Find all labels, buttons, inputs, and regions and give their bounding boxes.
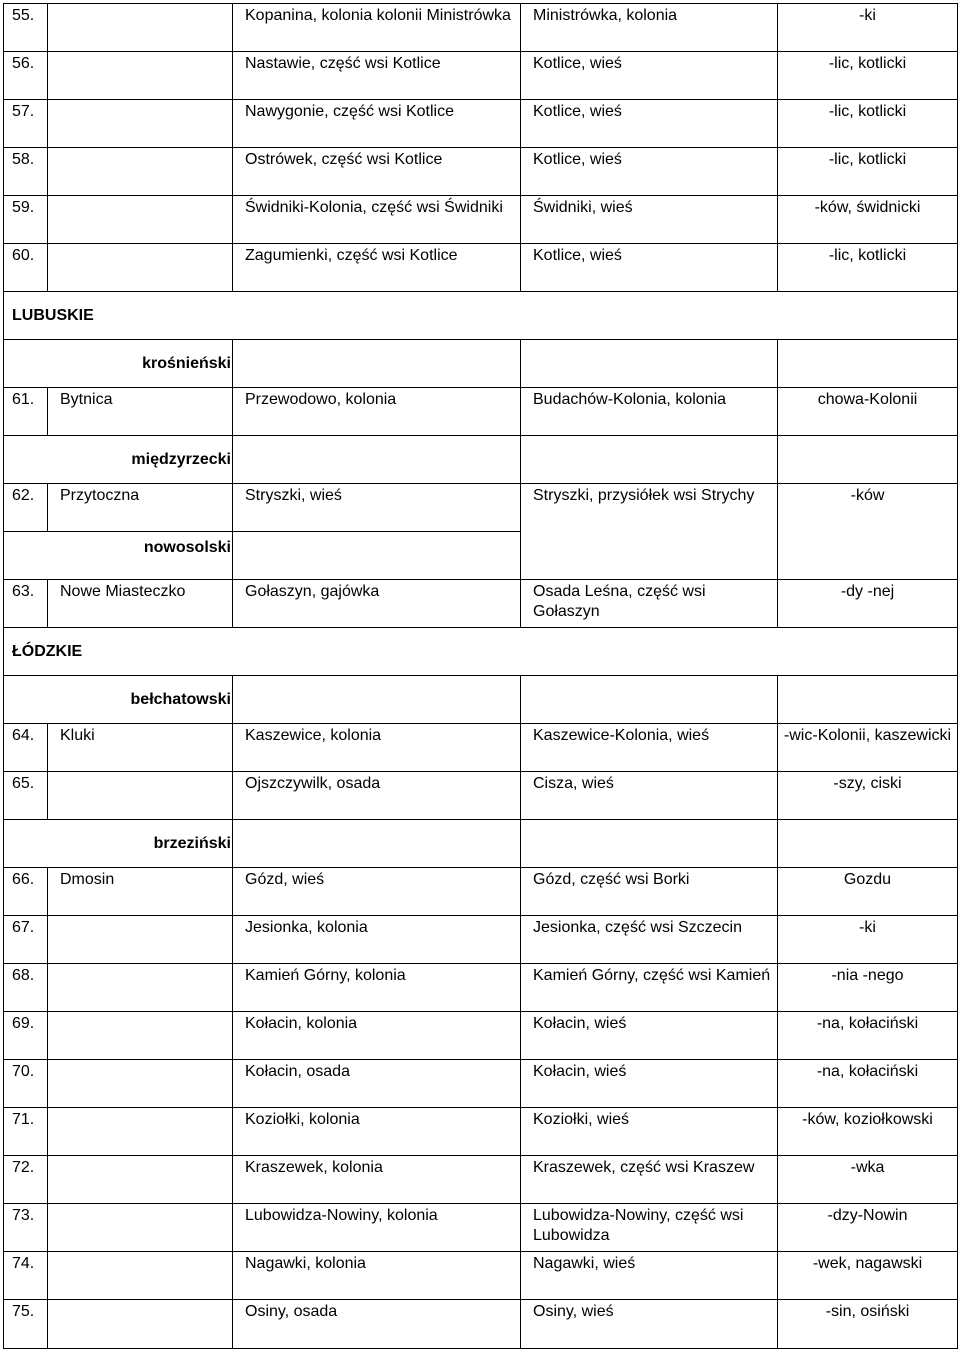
table-row-9-suffix xyxy=(777,723,958,772)
table-row-10-parent xyxy=(520,771,778,820)
table-row-16-gmina xyxy=(47,1107,233,1156)
table-row-11-name xyxy=(232,867,521,916)
table-row-11-name-text: Gózd, wieś xyxy=(245,871,325,888)
table-row-13-name-text: Kamień Górny, kolonia xyxy=(245,967,406,984)
table-row-19-no xyxy=(3,1251,48,1300)
table-row-18-no-text: 73. xyxy=(12,1207,35,1224)
table-row-4-name-text: Świdniki-Kolonia, część wsi Świdniki xyxy=(245,199,503,216)
table-row-18-suffix-text: -dzy-Nowin xyxy=(827,1207,908,1224)
table-row-5-name xyxy=(232,243,521,292)
table-row-14-suffix xyxy=(777,1011,958,1060)
table-row-2-no-text: 57. xyxy=(12,103,35,120)
table-row-17-parent xyxy=(520,1155,778,1204)
table-row-1-suffix-text: -lic, kotlicki xyxy=(828,55,907,72)
table-row-16-suffix-text: -ków, koziołkowski xyxy=(802,1111,933,1128)
table-row-12-parent-text: Jesionka, część wsi Szczecin xyxy=(533,919,742,936)
table-row-13-parent xyxy=(520,963,778,1012)
table-row-6-gmina xyxy=(47,387,233,436)
table-row-0-gmina-text xyxy=(60,4,227,6)
table-row-14-name xyxy=(232,1011,521,1060)
table-row-18-parent-text: Lubowidza-Nowiny, część wsi Lubowidza xyxy=(533,1207,744,1244)
table-row-15-no-text: 70. xyxy=(12,1063,35,1080)
county-header xyxy=(3,675,233,724)
table-row-11-no xyxy=(3,867,48,916)
table-row-20-name xyxy=(232,1299,521,1349)
table-row-17-suffix-text: -wka xyxy=(850,1159,885,1176)
table-row-6-no-text: 61. xyxy=(12,391,35,408)
table-row-0-no-text: 55. xyxy=(12,7,35,24)
table-row-6-gmina-text: Bytnica xyxy=(60,391,113,408)
table-row-0-gmina xyxy=(47,3,233,52)
table-row-15-name-text: Kołacin, osada xyxy=(245,1063,350,1080)
table-row-19-name xyxy=(232,1251,521,1300)
county-header-spacer xyxy=(777,819,958,868)
county-header-spacer xyxy=(232,339,521,388)
table-row-20-parent-text: Osiny, wieś xyxy=(533,1303,614,1320)
table-row-1-gmina xyxy=(47,51,233,100)
table-row-7-gmina xyxy=(47,483,233,532)
table-row-1-gmina-text xyxy=(60,52,227,54)
county-header-text: bełchatowski xyxy=(130,691,231,708)
table-row-10-name xyxy=(232,771,521,820)
table-row-11-gmina xyxy=(47,867,233,916)
table-row-1-parent xyxy=(520,51,778,100)
county-header-text: brzeziński xyxy=(153,835,231,852)
table-row-5-no xyxy=(3,243,48,292)
table-row-5-parent xyxy=(520,243,778,292)
table-row-16-no-text: 71. xyxy=(12,1111,35,1128)
table-row-16-gmina-text xyxy=(60,1108,227,1110)
table-row-2-gmina-text xyxy=(60,100,227,102)
table-row-0-suffix-text: -ki xyxy=(859,7,876,24)
county-header xyxy=(3,819,233,868)
table-row-0-name xyxy=(232,3,521,52)
table-row-7-gmina-text: Przytoczna xyxy=(60,487,140,504)
table-row-10-parent-text: Cisza, wieś xyxy=(533,775,614,792)
county-header-spacer xyxy=(777,339,958,388)
table-row-1-name-text: Nastawie, część wsi Kotlice xyxy=(245,55,441,72)
table-row-12-parent xyxy=(520,915,778,964)
table-row-20-suffix xyxy=(777,1299,958,1349)
table-row-9-gmina-text: Kluki xyxy=(60,727,95,744)
table-row-9-parent-text: Kaszewice-Kolonia, wieś xyxy=(533,727,710,744)
table-row-7-no-text: 62. xyxy=(12,487,35,504)
table-row-12-suffix xyxy=(777,915,958,964)
table-row-20-gmina xyxy=(47,1299,233,1349)
table-row-19-parent-text: Nagawki, wieś xyxy=(533,1255,636,1272)
table-row-13-suffix xyxy=(777,963,958,1012)
table-row-8-suffix xyxy=(777,579,958,628)
table-row-16-suffix xyxy=(777,1107,958,1156)
table-row-8-parent xyxy=(520,579,778,628)
table-row-4-gmina xyxy=(47,195,233,244)
county-header-spacer xyxy=(777,675,958,724)
table-row-2-suffix xyxy=(777,99,958,148)
table-row-19-suffix-text: -wek, nagawski xyxy=(812,1255,923,1272)
table-row-4-parent-text: Świdniki, wieś xyxy=(533,199,633,216)
table-row-11-parent-text: Gózd, część wsi Borki xyxy=(533,871,690,888)
table-row-4-suffix-text: -ków, świdnicki xyxy=(814,199,921,216)
county-header-spacer xyxy=(232,675,521,724)
table-row-17-parent-text: Kraszewek, część wsi Kraszew xyxy=(533,1159,755,1176)
table-row-15-suffix-text: -na, kołaciński xyxy=(816,1063,919,1080)
table-row-2-gmina xyxy=(47,99,233,148)
table-row-20-no xyxy=(3,1299,48,1349)
voivodeship-header-text: ŁÓDZKIE xyxy=(12,643,83,660)
table-row-3-name-text: Ostrówek, część wsi Kotlice xyxy=(245,151,443,168)
table-row-20-suffix-text: -sin, osiński xyxy=(825,1303,910,1320)
table-row-13-suffix-text: -nia -nego xyxy=(831,967,904,984)
table-row-17-name-text: Kraszewek, kolonia xyxy=(245,1159,383,1176)
county-header-spacer xyxy=(520,531,778,580)
table-row-9-no xyxy=(3,723,48,772)
table-row-7-parent xyxy=(520,483,778,532)
table-row-16-parent xyxy=(520,1107,778,1156)
table-row-8-name-text: Gołaszyn, gajówka xyxy=(245,583,380,600)
table-row-0-parent-text: Ministrówka, kolonia xyxy=(533,7,678,24)
table-row-12-no xyxy=(3,915,48,964)
table-row-5-gmina-text xyxy=(60,244,227,246)
table-row-10-no-text: 65. xyxy=(12,775,35,792)
table-row-16-parent-text: Koziołki, wieś xyxy=(533,1111,630,1128)
table-row-17-suffix xyxy=(777,1155,958,1204)
table-row-8-gmina-text: Nowe Miasteczko xyxy=(60,583,186,600)
table-row-0-parent xyxy=(520,3,778,52)
table-row-3-no xyxy=(3,147,48,196)
table-row-8-parent-text: Osada Leśna, część wsi Gołaszyn xyxy=(533,583,706,620)
county-header-spacer xyxy=(520,435,778,484)
county-header-spacer xyxy=(520,675,778,724)
table-row-17-name xyxy=(232,1155,521,1204)
county-header-spacer xyxy=(777,531,958,580)
table-row-8-gmina xyxy=(47,579,233,628)
table-row-0-suffix xyxy=(777,3,958,52)
table-row-15-name xyxy=(232,1059,521,1108)
table-row-11-no-text: 66. xyxy=(12,871,35,888)
table-row-12-suffix-text: -ki xyxy=(859,919,876,936)
table-row-15-parent xyxy=(520,1059,778,1108)
table-row-17-gmina xyxy=(47,1155,233,1204)
table-row-3-no-text: 58. xyxy=(12,151,35,168)
table-row-17-no-text: 72. xyxy=(12,1159,35,1176)
table-row-14-gmina xyxy=(47,1011,233,1060)
table-row-10-gmina-text xyxy=(60,772,227,774)
table-row-16-name-text: Koziołki, kolonia xyxy=(245,1111,360,1128)
table-row-1-name xyxy=(232,51,521,100)
table-row-15-gmina-text xyxy=(60,1060,227,1062)
table-row-18-gmina xyxy=(47,1203,233,1252)
table-row-8-no xyxy=(3,579,48,628)
table-row-18-name xyxy=(232,1203,521,1252)
table-row-15-no xyxy=(3,1059,48,1108)
table-row-12-name xyxy=(232,915,521,964)
table-row-2-no xyxy=(3,99,48,148)
table-row-18-gmina-text xyxy=(60,1204,227,1206)
table-row-11-suffix-text: Gozdu xyxy=(843,871,892,888)
table-row-14-name-text: Kołacin, kolonia xyxy=(245,1015,358,1032)
county-header-spacer xyxy=(232,819,521,868)
table-row-3-parent-text: Kotlice, wieś xyxy=(533,151,622,168)
table-row-13-name xyxy=(232,963,521,1012)
table-row-13-parent-text: Kamień Górny, część wsi Kamień xyxy=(533,967,771,984)
table-row-17-gmina-text xyxy=(60,1156,227,1158)
table-row-5-no-text: 60. xyxy=(12,247,35,264)
table-row-4-no xyxy=(3,195,48,244)
table-row-8-suffix-text: -dy -nej xyxy=(840,583,895,600)
table-row-11-gmina-text: Dmosin xyxy=(60,871,115,888)
table-row-5-name-text: Zagumienki, część wsi Kotlice xyxy=(245,247,458,264)
table-row-20-name-text: Osiny, osada xyxy=(245,1303,338,1320)
table-row-6-suffix xyxy=(777,387,958,436)
table-row-5-suffix-text: -lic, kotlicki xyxy=(828,247,907,264)
table-row-1-no xyxy=(3,51,48,100)
table-row-3-gmina xyxy=(47,147,233,196)
voivodeship-header xyxy=(3,291,958,340)
table-row-6-parent xyxy=(520,387,778,436)
table-row-3-name xyxy=(232,147,521,196)
county-header-spacer xyxy=(777,435,958,484)
table-row-9-name-text: Kaszewice, kolonia xyxy=(245,727,382,744)
table-row-2-parent xyxy=(520,99,778,148)
table-row-6-name xyxy=(232,387,521,436)
table-row-7-suffix xyxy=(777,483,958,532)
table-row-15-parent-text: Kołacin, wieś xyxy=(533,1063,627,1080)
table-row-16-no xyxy=(3,1107,48,1156)
table-row-13-gmina xyxy=(47,963,233,1012)
table-row-1-parent-text: Kotlice, wieś xyxy=(533,55,622,72)
table-row-18-no xyxy=(3,1203,48,1252)
table-row-5-gmina xyxy=(47,243,233,292)
table-row-1-suffix xyxy=(777,51,958,100)
document-table xyxy=(3,3,958,1348)
table-row-10-name-text: Ojszczywilk, osada xyxy=(245,775,381,792)
table-row-4-no-text: 59. xyxy=(12,199,35,216)
table-row-5-suffix xyxy=(777,243,958,292)
table-row-7-name-text: Stryszki, wieś xyxy=(245,487,342,504)
table-row-18-parent xyxy=(520,1203,778,1252)
county-header-spacer xyxy=(232,435,521,484)
table-row-6-suffix-text: chowa-Kolonii xyxy=(817,391,918,408)
table-row-19-name-text: Nagawki, kolonia xyxy=(245,1255,366,1272)
table-row-13-gmina-text xyxy=(60,964,227,966)
table-row-14-suffix-text: -na, kołaciński xyxy=(816,1015,919,1032)
table-row-12-gmina xyxy=(47,915,233,964)
county-header-text: krośnieński xyxy=(142,355,231,372)
table-row-4-parent xyxy=(520,195,778,244)
table-row-14-parent-text: Kołacin, wieś xyxy=(533,1015,627,1032)
table-row-0-name-text: Kopanina, kolonia kolonii Ministrówka xyxy=(245,7,511,24)
table-row-19-no-text: 74. xyxy=(12,1255,35,1272)
county-header xyxy=(3,339,233,388)
table-row-2-name-text: Nawygonie, część wsi Kotlice xyxy=(245,103,454,120)
table-row-20-no-text: 75. xyxy=(12,1303,35,1320)
table-row-19-gmina xyxy=(47,1251,233,1300)
table-row-4-suffix xyxy=(777,195,958,244)
county-header-spacer xyxy=(520,819,778,868)
table-row-7-suffix-text: -ków xyxy=(850,487,885,504)
table-row-8-name xyxy=(232,579,521,628)
county-header-text: międzyrzecki xyxy=(131,451,231,468)
table-row-18-name-text: Lubowidza-Nowiny, kolonia xyxy=(245,1207,438,1224)
table-row-3-suffix xyxy=(777,147,958,196)
table-row-13-no xyxy=(3,963,48,1012)
table-row-9-parent xyxy=(520,723,778,772)
table-row-14-parent xyxy=(520,1011,778,1060)
table-row-3-gmina-text xyxy=(60,148,227,150)
table-row-19-gmina-text xyxy=(60,1252,227,1254)
table-row-4-gmina-text xyxy=(60,196,227,198)
table-row-7-no xyxy=(3,483,48,532)
table-row-19-parent xyxy=(520,1251,778,1300)
voivodeship-header xyxy=(3,627,958,676)
table-row-2-suffix-text: -lic, kotlicki xyxy=(828,103,907,120)
table-row-9-gmina xyxy=(47,723,233,772)
table-row-14-gmina-text xyxy=(60,1012,227,1014)
table-row-5-parent-text: Kotlice, wieś xyxy=(533,247,622,264)
table-row-6-parent-text: Budachów-Kolonia, kolonia xyxy=(533,391,727,408)
table-row-3-suffix-text: -lic, kotlicki xyxy=(828,151,907,168)
county-header-spacer xyxy=(232,531,521,580)
table-row-10-suffix xyxy=(777,771,958,820)
table-row-20-parent xyxy=(520,1299,778,1349)
table-row-19-suffix xyxy=(777,1251,958,1300)
table-row-18-suffix xyxy=(777,1203,958,1252)
table-row-12-no-text: 67. xyxy=(12,919,35,936)
table-row-16-name xyxy=(232,1107,521,1156)
table-row-9-no-text: 64. xyxy=(12,727,35,744)
table-row-14-no-text: 69. xyxy=(12,1015,35,1032)
table-row-3-parent xyxy=(520,147,778,196)
table-row-11-parent xyxy=(520,867,778,916)
table-row-1-no-text: 56. xyxy=(12,55,35,72)
table-row-0-no xyxy=(3,3,48,52)
table-row-7-parent-text: Stryszki, przysiółek wsi Strychy xyxy=(533,487,755,504)
table-row-8-no-text: 63. xyxy=(12,583,35,600)
table-row-9-name xyxy=(232,723,521,772)
table-row-12-name-text: Jesionka, kolonia xyxy=(245,919,368,936)
table-row-10-gmina xyxy=(47,771,233,820)
table-row-6-name-text: Przewodowo, kolonia xyxy=(245,391,397,408)
table-row-15-gmina xyxy=(47,1059,233,1108)
table-row-10-suffix-text: -szy, ciski xyxy=(833,775,902,792)
county-header xyxy=(3,435,233,484)
county-header-text: nowosolski xyxy=(143,539,231,556)
table-row-2-parent-text: Kotlice, wieś xyxy=(533,103,622,120)
table-row-17-no xyxy=(3,1155,48,1204)
county-header-spacer xyxy=(520,339,778,388)
table-row-10-no xyxy=(3,771,48,820)
table-row-2-name xyxy=(232,99,521,148)
table-row-9-suffix-text: -wic-Kolonii, kaszewicki xyxy=(783,727,952,744)
table-row-15-suffix xyxy=(777,1059,958,1108)
table-row-6-no xyxy=(3,387,48,436)
voivodeship-header-text: LUBUSKIE xyxy=(12,307,94,324)
table-row-14-no xyxy=(3,1011,48,1060)
table-row-7-name xyxy=(232,483,521,532)
table-row-12-gmina-text xyxy=(60,916,227,918)
table-row-20-gmina-text xyxy=(60,1300,227,1302)
table-row-11-suffix xyxy=(777,867,958,916)
table-row-4-name xyxy=(232,195,521,244)
county-header xyxy=(3,531,233,580)
table-row-13-no-text: 68. xyxy=(12,967,35,984)
